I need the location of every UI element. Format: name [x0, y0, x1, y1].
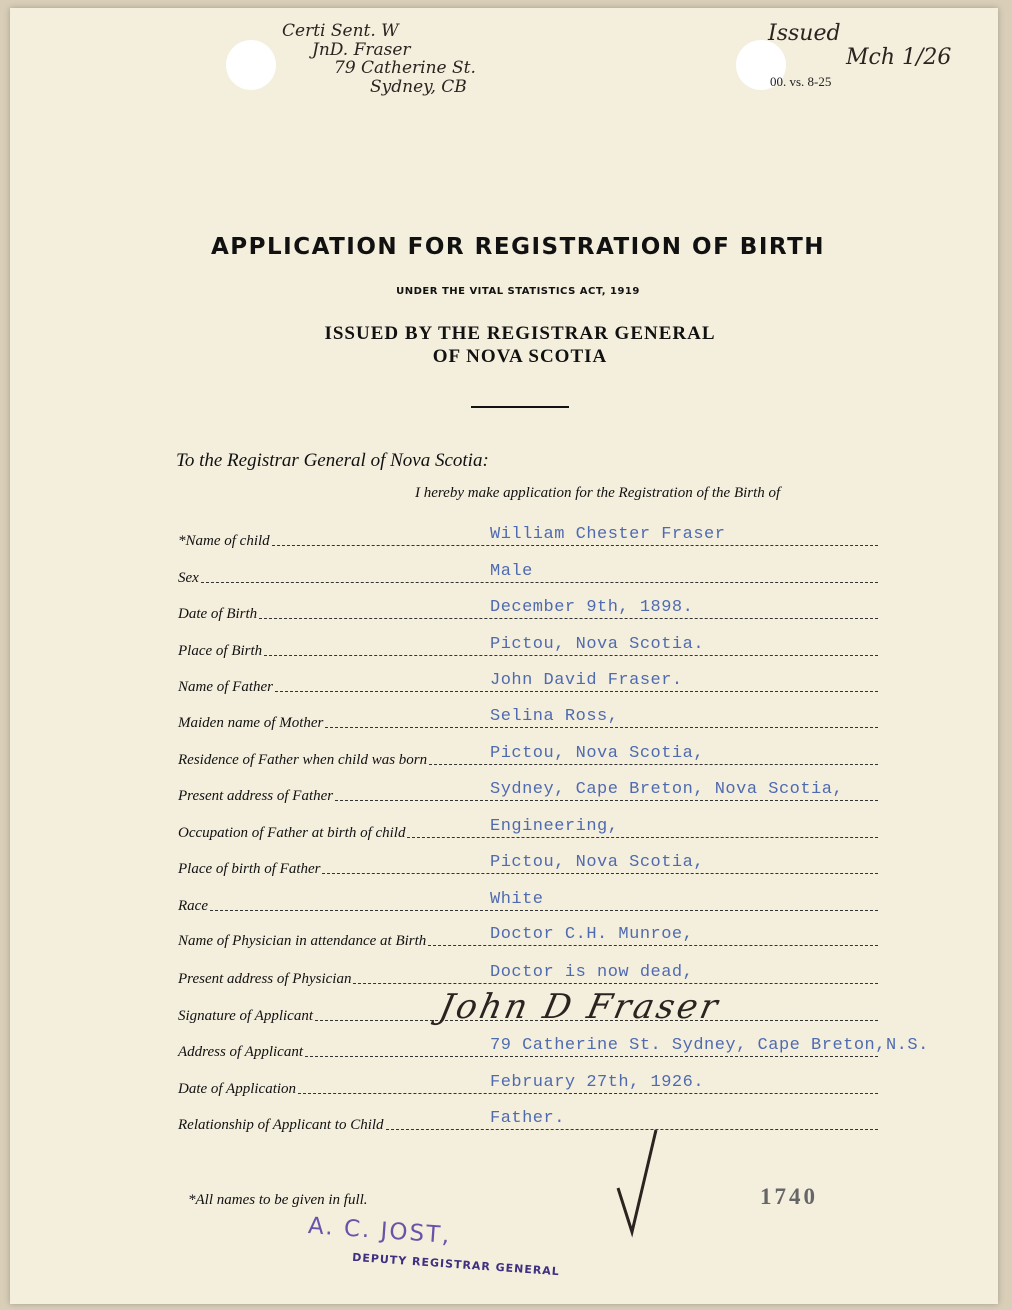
- field-label: *Name of child: [178, 533, 270, 549]
- field-label: Place of Birth: [178, 643, 263, 659]
- form-row: [178, 744, 878, 769]
- handwritten-line: Mch 1/26: [846, 45, 952, 71]
- handwritten-line: Certi Sent. W: [282, 21, 399, 41]
- field-label: Present address of Father: [178, 788, 334, 804]
- form-row: [178, 1073, 878, 1098]
- field-value: Engineering,: [490, 817, 619, 836]
- dotted-leader: [272, 545, 878, 546]
- footnote: *All names to be given in full.: [188, 1192, 368, 1208]
- field-label: Maiden name of Mother: [178, 715, 324, 731]
- field-value: Doctor C.H. Munroe,: [490, 925, 694, 944]
- form-row: [178, 925, 878, 950]
- field-label: Relationship of Applicant to Child: [178, 1117, 384, 1133]
- punch-hole: [226, 40, 276, 90]
- applicant-signature: John D Fraser: [435, 987, 724, 1027]
- field-value: February 27th, 1926.: [490, 1073, 705, 1092]
- field-label: Date of Birth: [178, 606, 258, 622]
- dotted-leader: [264, 655, 878, 656]
- form-row: [178, 671, 878, 696]
- field-label: Race: [178, 898, 208, 914]
- dotted-leader: [335, 800, 878, 801]
- form-row: [178, 853, 878, 878]
- form-row: [178, 707, 878, 732]
- handwritten-note-right: [768, 22, 951, 70]
- field-value: William Chester Fraser: [490, 525, 726, 544]
- field-label: Name of Physician in attendance at Birth: [178, 933, 427, 949]
- field-label: Address of Applicant: [178, 1044, 303, 1060]
- dotted-leader: [210, 910, 878, 911]
- stamp-name: A. C. JOST,: [307, 1213, 453, 1249]
- field-value: 79 Catherine St. Sydney, Cape Breton,N.S.: [490, 1036, 929, 1055]
- stamp-title: DEPUTY REGISTRAR GENERAL: [351, 1250, 561, 1279]
- field-value: Selina Ross,: [490, 707, 619, 726]
- form-row: [178, 780, 878, 805]
- handwritten-line: JnD. Fraser: [312, 39, 411, 60]
- issuer-line: OF NOVA SCOTIA: [432, 346, 608, 367]
- field-value: White: [490, 890, 544, 909]
- field-label: Signature of Applicant: [178, 1008, 313, 1024]
- form-row: [178, 987, 878, 1027]
- registration-number: 1740: [760, 1184, 818, 1209]
- handwritten-line: 79 Catherine St.: [334, 58, 476, 79]
- field-value: Sydney, Cape Breton, Nova Scotia,: [490, 780, 844, 799]
- form-row: [178, 1109, 878, 1134]
- field-label: Occupation of Father at birth of child: [178, 825, 406, 841]
- field-value: Father.: [490, 1109, 565, 1128]
- field-value: December 9th, 1898.: [490, 598, 694, 617]
- form-row: [178, 635, 878, 660]
- handwritten-line: Sydney, CB: [370, 77, 467, 98]
- field-label: Present address of Physician: [178, 971, 352, 987]
- form-row: [178, 890, 878, 915]
- form-row: [178, 562, 878, 587]
- form-number: 00. vs. 8-25: [770, 74, 832, 89]
- checkmark: [614, 1128, 664, 1238]
- field-value: Pictou, Nova Scotia,: [490, 853, 705, 872]
- dotted-leader: [201, 582, 878, 583]
- field-value: John David Fraser.: [490, 671, 683, 690]
- page-title: APPLICATION FOR REGISTRATION OF BIRTH: [210, 234, 826, 260]
- dotted-leader: [322, 873, 878, 874]
- dotted-leader: [428, 945, 878, 946]
- dotted-leader: [275, 691, 878, 692]
- form-row: [178, 1036, 929, 1061]
- handwritten-note-left: [282, 22, 476, 97]
- divider: [471, 406, 569, 408]
- dotted-leader: [353, 983, 878, 984]
- field-value: Male: [490, 562, 533, 581]
- field-label: Name of Father: [178, 679, 273, 695]
- field-value: Doctor is now dead,: [490, 963, 694, 982]
- act-subtitle: UNDER THE VITAL STATISTICS ACT, 1919: [396, 286, 640, 297]
- issuer-line: ISSUED BY THE REGISTRAR GENERAL: [324, 323, 716, 344]
- salutation: To the Registrar General of Nova Scotia:: [176, 450, 489, 471]
- dotted-leader: [325, 727, 878, 728]
- intro-text: I hereby make application for the Registration of the Birth of: [415, 485, 781, 501]
- dotted-leader: [429, 764, 878, 765]
- form-row: [178, 598, 878, 623]
- dotted-leader: [298, 1093, 878, 1094]
- field-label: Residence of Father when child was born: [178, 752, 428, 768]
- dotted-leader: [407, 837, 878, 838]
- field-value: Pictou, Nova Scotia,: [490, 744, 705, 763]
- issuer: [0, 322, 1012, 368]
- form-row: [178, 525, 878, 550]
- field-label: Date of Application: [178, 1081, 297, 1097]
- form-row: [178, 817, 878, 842]
- field-value: Pictou, Nova Scotia.: [490, 635, 705, 654]
- handwritten-line: Issued: [768, 21, 841, 46]
- dotted-leader: [259, 618, 878, 619]
- field-label: Sex: [178, 570, 199, 586]
- field-label: Place of birth of Father: [178, 861, 321, 877]
- form-row: [178, 963, 878, 988]
- dotted-leader: [305, 1056, 878, 1057]
